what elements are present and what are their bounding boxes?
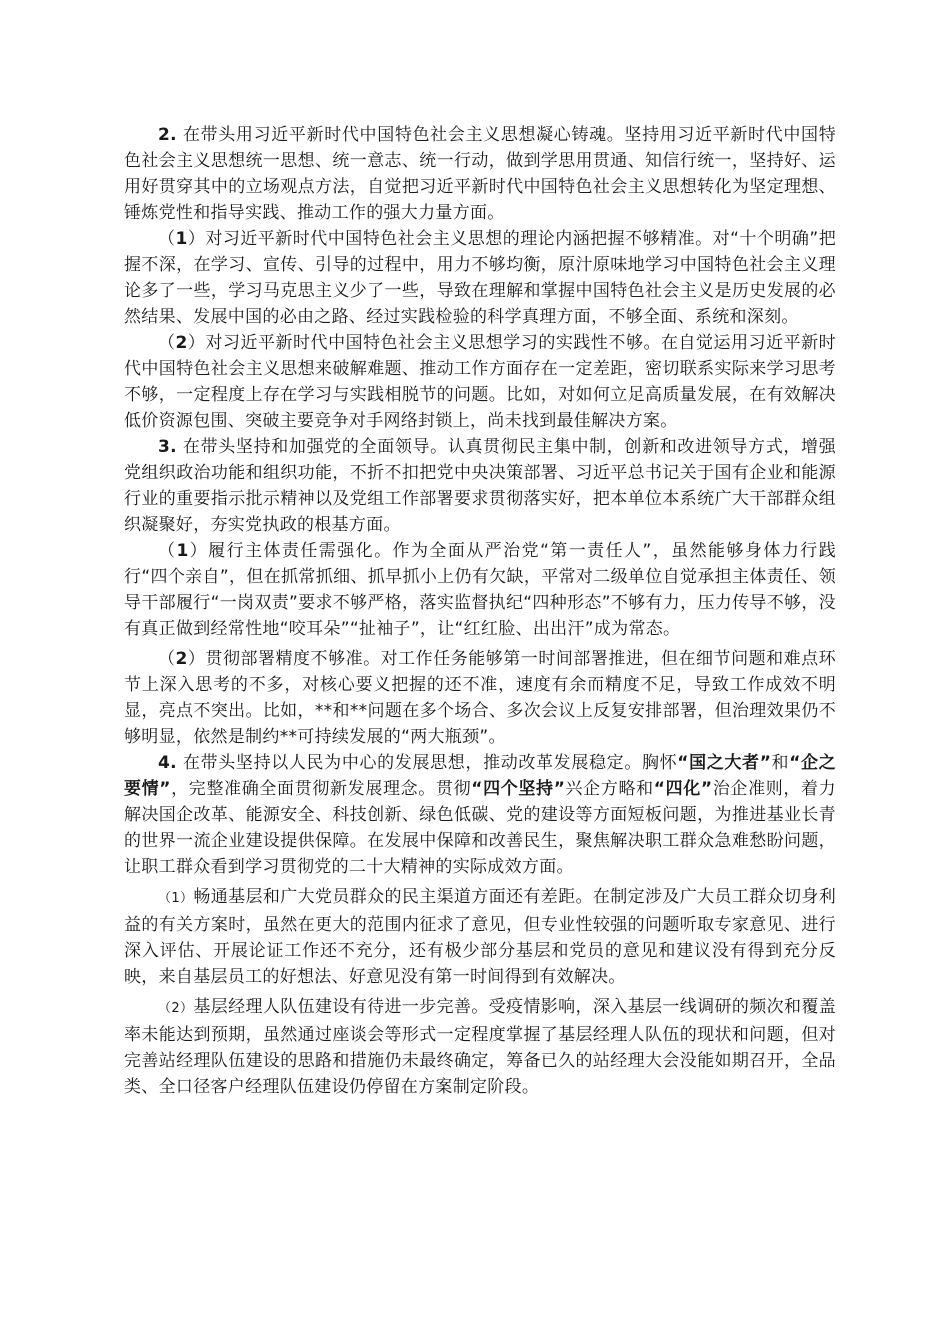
section-number: 2. — [158, 125, 177, 145]
bold-phrase: “国之大者” — [677, 753, 772, 773]
item-4-2-paragraph — [124, 994, 836, 1100]
open-paren: （ — [158, 333, 176, 353]
paragraph-text: ）贯彻部署精度不够准。对工作任务能够第一时间部署推进，但在细节问题和难点环节上深入思考的不多，对核心要义把握的还不准，速度有余而精度不足，导致工作成效不明显，亮点不突出。比如，**和**问题在多个场合、多次会议上反复安排部署，但治理效果仍不够明显，依然是制约**可持续发展的“两大瓶颈”。 — [124, 649, 836, 747]
open-paren: （ — [158, 649, 176, 669]
item-number: 1 — [175, 229, 188, 249]
document-body — [124, 122, 836, 1100]
paragraph-text: 兴企方略和 — [565, 779, 654, 799]
item-number: （1） — [158, 891, 194, 906]
paragraph-text: ）对习近平新时代中国特色社会主义思想学习的实践性不够。在自觉运用习近平新时代中国特色社会主义思想来破解难题、推动工作方面存在一定差距，密切联系实际来学习思考不够，一定程度上存在学习与实践相脱节的问题。比如，对如何立足高质量发展，在有效解决低价资源包围、突破主要竞争对手网络封锁上，尚未找到最佳解决方案。 — [124, 333, 836, 431]
section-3-paragraph — [124, 434, 836, 538]
paragraph-text: 和 — [771, 753, 790, 773]
item-3-2-paragraph — [124, 646, 836, 750]
bold-phrase: “企之要情” — [124, 753, 836, 799]
item-4-1-paragraph — [124, 884, 836, 990]
paragraph-text: ，完整准确全面贯彻新发展理念。贯彻 — [170, 779, 472, 799]
section-number: 4. — [158, 753, 177, 773]
item-number: 2 — [175, 649, 188, 669]
paragraph-text: 在带头坚持以人民为中心的发展思想，推动改革发展稳定。胸怀 — [176, 753, 678, 773]
item-2-1-paragraph — [124, 226, 836, 330]
paragraph-text: ）履行主体责任需强化。作为全面从严治党“第一责任人”，虽然能够身体力行践行“四个亲自”，但在抓常抓细、抓早抓小上仍有欠缺，平常对二级单位自觉承担主体责任、领导干部履行“一岗双责”要求不够严格，落实监督执纪“四种形态”不够有力，压力传导不够，没有真正做到经常性地“咬耳朵”“扯袖子”，让“红红脸、出出汗”成为常态。 — [124, 541, 836, 639]
paragraph-text: 在带头用习近平新时代中国特色社会主义思想凝心铸魂。坚持用习近平新时代中国特色社会主义思想统一思想、统一意志、统一行动，做到学思用贯通、知信行统一，坚持好、运用好贯穿其中的立场观点方法，自觉把习近平新时代中国特色社会主义思想转化为坚定理想、锤炼党性和指导实践、推动工作的强大力量方面。 — [124, 125, 836, 223]
section-4-paragraph — [124, 750, 836, 880]
section-number: 3. — [158, 437, 177, 457]
paragraph-text: ）对习近平新时代中国特色社会主义思想的理论内涵把握不够精准。对“十个明确”把握不深，在学习、宣传、引导的过程中，用力不够均衡，原汁原味地学习中国特色社会主义理论多了一些，学习马克思主义少了一些，导致在理解和掌握中国特色社会主义是历史发展的必然结果、发展中国的必由之路、经过实践检验的科学真理方面，不够全面、系统和深刻。 — [124, 229, 836, 327]
item-number: （2） — [158, 1001, 194, 1016]
bold-phrase: “四化” — [653, 779, 713, 799]
paragraph-text: 基层经理人队伍建设有待进一步完善。受疫情影响，深入基层一线调研的频次和覆盖率未能达到预期，虽然通过座谈会等形式一定程度掌握了基层经理人队伍的现状和问题，但对完善站经理队伍建设的思路和措施仍未最终确定，筹备已久的站经理大会没能如期召开，全品类、全口径客户经理队伍建设仍停留在方案制定阶段。 — [124, 997, 836, 1097]
bold-phrase: “四个坚持” — [471, 779, 566, 799]
item-number: 2 — [175, 333, 188, 353]
paragraph-text: 在带头坚持和加强党的全面领导。认真贯彻民主集中制，创新和改进领导方式，增强党组织政治功能和组织功能，不折不扣把党中央决策部署、习近平总书记关于国有企业和能源行业的重要指示批示精神以及党组工作部署要求贯彻落实好，把本单位本系统广大干部群众组织凝聚好，夯实党执政的根基方面。 — [124, 437, 836, 535]
item-number: 1 — [176, 541, 189, 561]
paragraph-text: 畅通基层和广大党员群众的民主渠道方面还有差距。在制定涉及广大员工群众切身利益的有关方案时，虽然在更大的范围内征求了意见，但专业性较强的问题听取专家意见、进行深入评估、开展论证工作还不充分，还有极少部分基层和党员的意见和建议没有得到充分反映，来自基层员工的好想法、好意见没有第一时间得到有效解决。 — [124, 887, 836, 987]
item-2-2-paragraph — [124, 330, 836, 434]
open-paren: （ — [158, 229, 176, 249]
open-paren: （ — [158, 541, 177, 561]
paragraph-text: 治企准则，着力解决国企改革、能源安全、科技创新、绿色低碳、党的建设等方面短板问题，为推进基业长青的世界一流企业建设提供保障。在发展中保障和改善民生，聚焦解决职工群众急难愁盼问题，让职工群众看到学习贯彻党的二十大精神的实际成效方面。 — [124, 779, 836, 877]
section-2-paragraph — [124, 122, 836, 226]
item-3-1-paragraph — [124, 538, 836, 642]
